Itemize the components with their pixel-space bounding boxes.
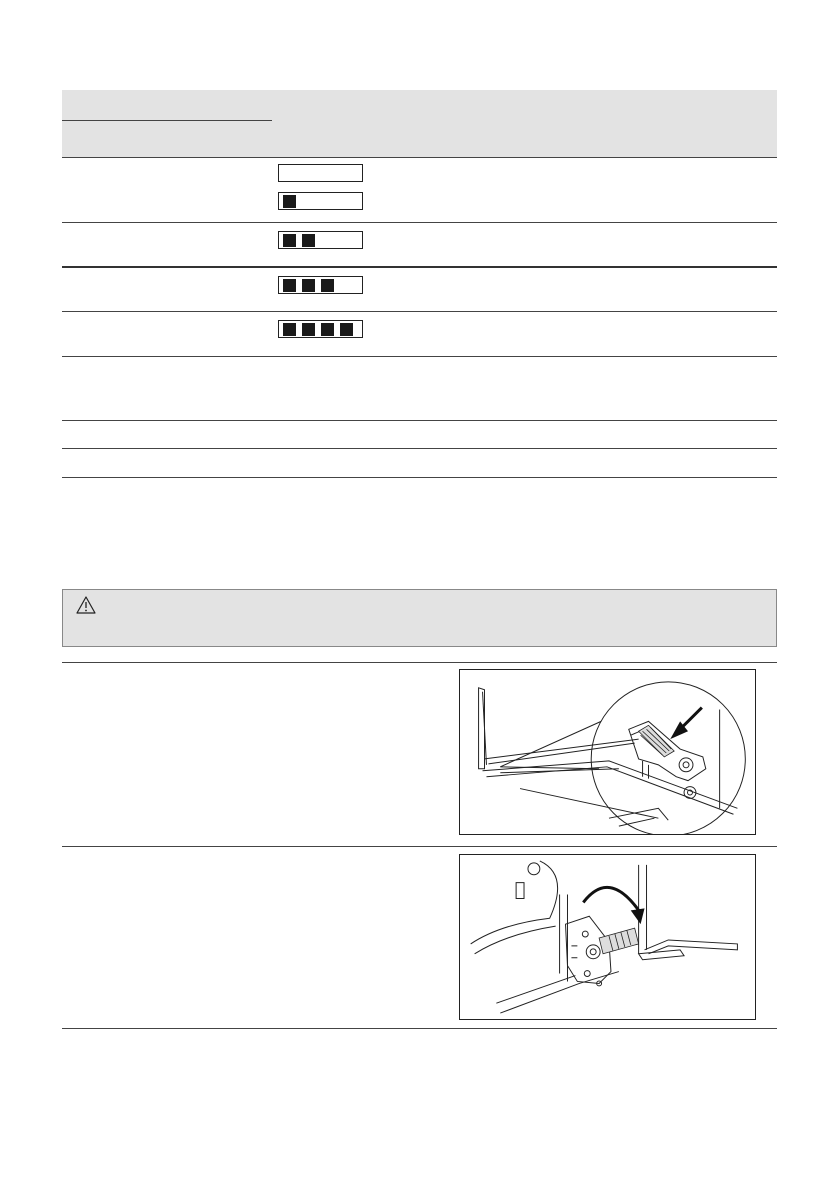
warning-box [62, 589, 777, 647]
table-divider [62, 222, 777, 223]
oven-door-hinge-lever-push-icon [460, 670, 755, 834]
table-divider [62, 311, 777, 312]
level-segment [302, 279, 315, 292]
level-indicator-1 [278, 192, 363, 210]
step-divider [62, 662, 777, 663]
step-divider [62, 846, 777, 847]
figure-hinge-rotate [459, 854, 756, 1020]
table-divider [62, 356, 777, 357]
table-header-divider [62, 120, 272, 121]
level-segment [340, 323, 353, 336]
figure-hinge-push [459, 669, 756, 835]
level-segment [321, 279, 334, 292]
level-indicator-4 [278, 320, 363, 338]
table-divider [62, 477, 777, 478]
level-segment [283, 323, 296, 336]
table-divider [62, 420, 777, 421]
level-segment [302, 323, 315, 336]
level-segment [302, 234, 315, 247]
step-divider [62, 1028, 777, 1029]
level-segment [283, 234, 296, 247]
table-header [62, 90, 777, 157]
oven-door-hinge-lever-rotate-icon [460, 855, 755, 1019]
warning-triangle-icon [76, 596, 96, 614]
table-divider [62, 266, 777, 268]
level-segment [283, 195, 296, 208]
table-divider [62, 448, 777, 449]
level-indicator-3 [278, 276, 363, 294]
level-indicator-2 [278, 231, 363, 249]
level-segment [321, 323, 334, 336]
level-indicator-0 [278, 164, 363, 182]
table-divider [62, 157, 777, 158]
level-segment [283, 279, 296, 292]
